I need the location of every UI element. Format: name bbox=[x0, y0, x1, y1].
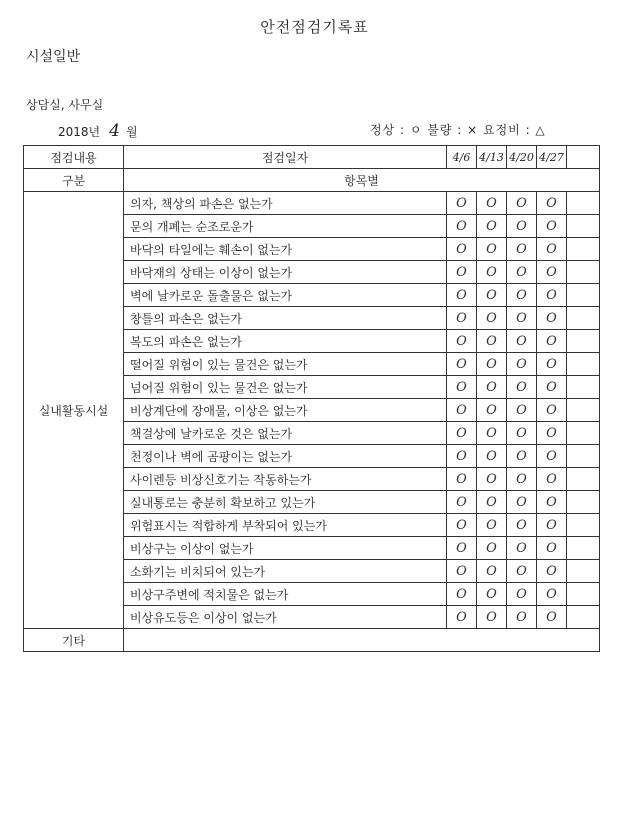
check-mark bbox=[567, 514, 600, 537]
remarks-field[interactable] bbox=[124, 629, 600, 652]
check-mark: O bbox=[507, 192, 537, 215]
check-mark bbox=[567, 399, 600, 422]
check-mark: O bbox=[537, 560, 567, 583]
item-text: 의자, 책상의 파손은 없는가 bbox=[124, 192, 447, 215]
check-mark: O bbox=[537, 445, 567, 468]
check-mark bbox=[567, 376, 600, 399]
period-line bbox=[58, 121, 138, 141]
check-mark: O bbox=[537, 514, 567, 537]
check-mark: O bbox=[537, 376, 567, 399]
item-text: 비상구는 이상이 없는가 bbox=[124, 537, 447, 560]
check-mark bbox=[567, 491, 600, 514]
check-mark: O bbox=[477, 491, 507, 514]
date-cell: 4/27 bbox=[537, 146, 567, 169]
inspection-table bbox=[23, 145, 600, 652]
check-mark: O bbox=[477, 376, 507, 399]
check-mark: O bbox=[477, 606, 507, 629]
check-mark: O bbox=[477, 560, 507, 583]
item-text: 책걸상에 날카로운 것은 없는가 bbox=[124, 422, 447, 445]
check-mark: O bbox=[507, 491, 537, 514]
item-text: 벽에 날카로운 돌출물은 없는가 bbox=[124, 284, 447, 307]
check-mark bbox=[567, 537, 600, 560]
check-mark: O bbox=[507, 215, 537, 238]
check-mark: O bbox=[447, 261, 477, 284]
check-mark: O bbox=[447, 399, 477, 422]
check-mark: O bbox=[537, 215, 567, 238]
check-mark: O bbox=[477, 238, 507, 261]
check-mark: O bbox=[537, 606, 567, 629]
facility-category: 시설일반 bbox=[26, 49, 81, 65]
item-text: 사이렌등 비상신호기는 작동하는가 bbox=[124, 468, 447, 491]
remarks-row bbox=[24, 629, 600, 652]
check-mark: O bbox=[447, 353, 477, 376]
check-mark bbox=[567, 445, 600, 468]
check-mark: O bbox=[507, 514, 537, 537]
check-mark: O bbox=[507, 284, 537, 307]
item-text: 문의 개폐는 순조로운가 bbox=[124, 215, 447, 238]
check-mark: O bbox=[447, 192, 477, 215]
check-mark bbox=[567, 468, 600, 491]
form-title: 안전점검기록표 bbox=[260, 18, 369, 36]
check-mark: O bbox=[447, 376, 477, 399]
check-mark: O bbox=[507, 261, 537, 284]
item-text: 위험표시는 적합하게 부착되어 있는가 bbox=[124, 514, 447, 537]
check-mark: O bbox=[537, 422, 567, 445]
check-mark: O bbox=[507, 583, 537, 606]
check-mark: O bbox=[537, 583, 567, 606]
check-mark: O bbox=[477, 330, 507, 353]
check-mark bbox=[567, 606, 600, 629]
check-mark: O bbox=[447, 330, 477, 353]
check-mark: O bbox=[537, 399, 567, 422]
check-mark: O bbox=[537, 238, 567, 261]
check-mark: O bbox=[477, 353, 507, 376]
check-mark: O bbox=[537, 307, 567, 330]
item-text: 바닥의 타일에는 훼손이 없는가 bbox=[124, 238, 447, 261]
check-mark: O bbox=[477, 514, 507, 537]
check-mark: O bbox=[447, 468, 477, 491]
check-mark bbox=[567, 583, 600, 606]
date-cell bbox=[567, 146, 600, 169]
check-mark: O bbox=[537, 284, 567, 307]
check-mark: O bbox=[447, 445, 477, 468]
check-mark: O bbox=[447, 307, 477, 330]
item-text: 비상유도등은 이상이 없는가 bbox=[124, 606, 447, 629]
check-mark: O bbox=[477, 583, 507, 606]
check-mark: O bbox=[447, 238, 477, 261]
check-mark: O bbox=[507, 537, 537, 560]
section-label: 실내활동시설 bbox=[24, 192, 124, 629]
item-text: 넘어질 위험이 있는 물건은 없는가 bbox=[124, 376, 447, 399]
item-text: 창틀의 파손은 없는가 bbox=[124, 307, 447, 330]
check-mark: O bbox=[507, 376, 537, 399]
item-text: 복도의 파손은 없는가 bbox=[124, 330, 447, 353]
item-header: 항목별 bbox=[124, 169, 600, 192]
item-text: 비상계단에 장애물, 이상은 없는가 bbox=[124, 399, 447, 422]
check-mark bbox=[567, 192, 600, 215]
check-mark: O bbox=[447, 583, 477, 606]
item-text: 천정이나 벽에 곰팡이는 없는가 bbox=[124, 445, 447, 468]
check-mark: O bbox=[537, 261, 567, 284]
check-mark bbox=[567, 307, 600, 330]
check-mark: O bbox=[507, 422, 537, 445]
legend: 정상 : ㅇ 불량 : × 요정비 : △ bbox=[370, 123, 546, 137]
check-mark: O bbox=[477, 537, 507, 560]
year-label: 2018년 bbox=[58, 125, 101, 139]
check-mark: O bbox=[507, 307, 537, 330]
date-cell: 4/20 bbox=[507, 146, 537, 169]
check-mark: O bbox=[507, 353, 537, 376]
check-mark bbox=[567, 284, 600, 307]
check-mark: O bbox=[507, 445, 537, 468]
check-mark: O bbox=[537, 537, 567, 560]
check-mark: O bbox=[537, 353, 567, 376]
check-mark: O bbox=[507, 330, 537, 353]
check-mark: O bbox=[477, 468, 507, 491]
date-header: 점검일자 bbox=[124, 146, 447, 169]
item-text: 소화기는 비치되어 있는가 bbox=[124, 560, 447, 583]
check-mark: O bbox=[447, 514, 477, 537]
check-mark bbox=[567, 422, 600, 445]
category-row bbox=[24, 169, 600, 192]
content-header: 점검내용 bbox=[24, 146, 124, 169]
remarks-label: 기타 bbox=[24, 629, 124, 652]
date-cell: 4/6 bbox=[447, 146, 477, 169]
check-mark: O bbox=[477, 445, 507, 468]
check-mark: O bbox=[477, 284, 507, 307]
check-mark: O bbox=[477, 399, 507, 422]
check-mark: O bbox=[477, 422, 507, 445]
check-mark: O bbox=[537, 468, 567, 491]
check-mark: O bbox=[477, 307, 507, 330]
check-mark: O bbox=[507, 606, 537, 629]
check-mark bbox=[567, 330, 600, 353]
check-mark: O bbox=[537, 491, 567, 514]
date-cell: 4/13 bbox=[477, 146, 507, 169]
table-row bbox=[24, 192, 600, 215]
check-mark bbox=[567, 560, 600, 583]
month-value: 4 bbox=[109, 121, 120, 141]
check-mark: O bbox=[447, 422, 477, 445]
check-mark: O bbox=[477, 261, 507, 284]
check-mark bbox=[567, 353, 600, 376]
item-text: 실내통로는 충분히 확보하고 있는가 bbox=[124, 491, 447, 514]
check-mark: O bbox=[477, 215, 507, 238]
check-mark: O bbox=[537, 330, 567, 353]
check-mark: O bbox=[447, 491, 477, 514]
check-mark: O bbox=[447, 284, 477, 307]
check-mark bbox=[567, 261, 600, 284]
check-mark: O bbox=[447, 215, 477, 238]
check-mark: O bbox=[507, 238, 537, 261]
location-label: 상담실, 사무실 bbox=[26, 98, 104, 112]
header-row bbox=[24, 146, 600, 169]
check-mark: O bbox=[507, 560, 537, 583]
check-mark: O bbox=[477, 192, 507, 215]
item-text: 떨어질 위험이 있는 물건은 없는가 bbox=[124, 353, 447, 376]
item-text: 바닥재의 상태는 이상이 없는가 bbox=[124, 261, 447, 284]
check-mark: O bbox=[537, 192, 567, 215]
check-mark: O bbox=[447, 606, 477, 629]
category-header: 구분 bbox=[24, 169, 124, 192]
check-mark: O bbox=[447, 560, 477, 583]
check-mark: O bbox=[447, 537, 477, 560]
check-mark: O bbox=[507, 468, 537, 491]
month-label: 월 bbox=[125, 125, 138, 139]
check-mark bbox=[567, 215, 600, 238]
check-mark: O bbox=[507, 399, 537, 422]
check-mark bbox=[567, 238, 600, 261]
item-text: 비상구주변에 적치물은 없는가 bbox=[124, 583, 447, 606]
